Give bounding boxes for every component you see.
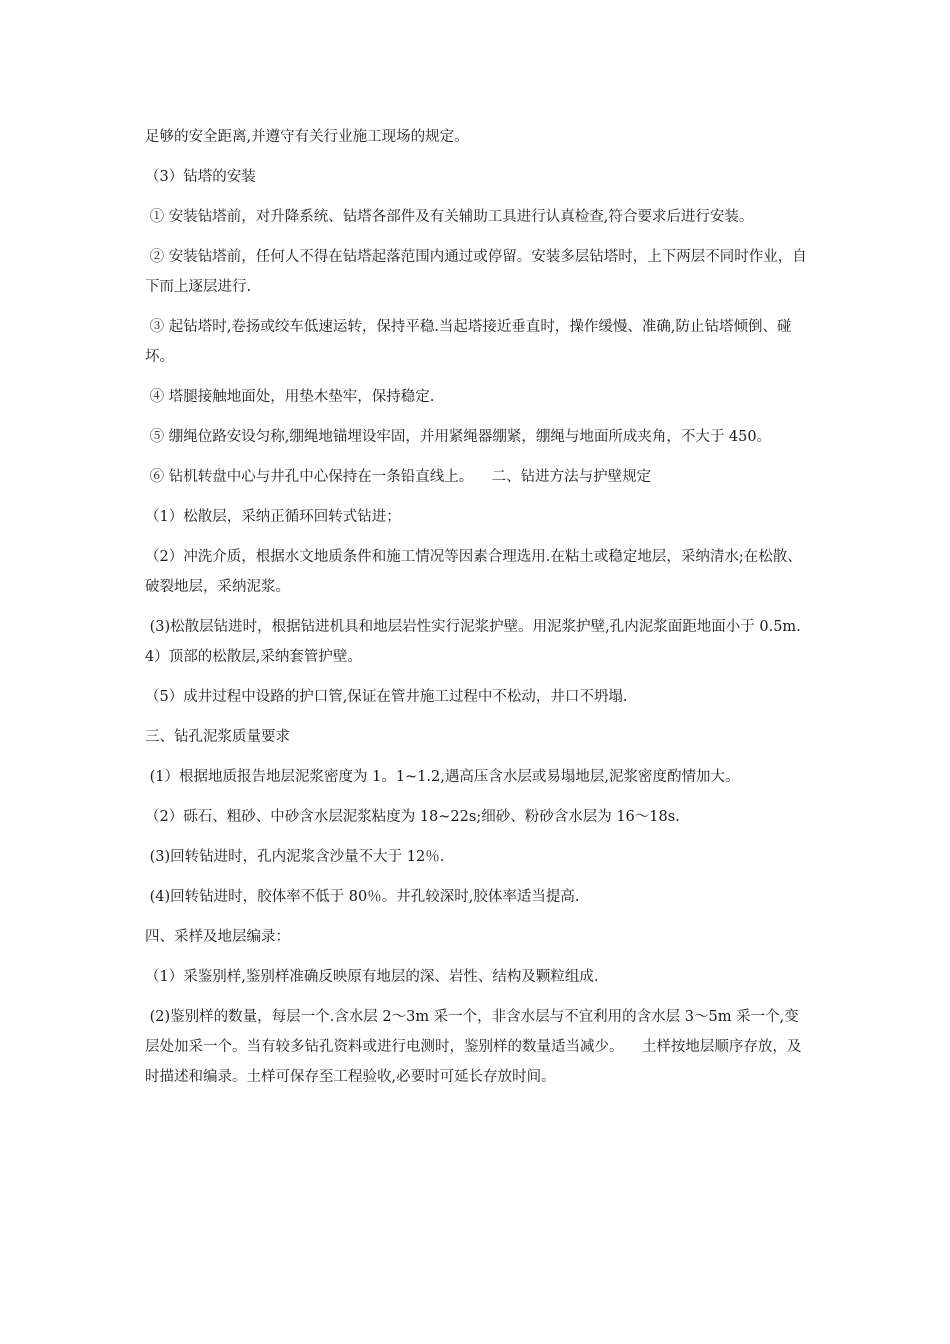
paragraph-mud-4: (4)回转钻进时，胶体率不低于 80％。井孔较深时,胶体率适当提高.: [145, 889, 580, 905]
paragraph-drilling-5: （5）成井过程中设路的护口管,保证在管井施工过程中不松动，井口不坍塌.: [145, 689, 628, 705]
paragraph-drilling-2: （2）冲洗介质，根据水文地质条件和施工情况等因素合理选用.在粘土或稳定地层，采纳清水;在松散、破裂地层，采纳泥浆。: [145, 549, 802, 595]
paragraph-item-6: ⑥ 钻机转盘中心与井孔中心保持在一条铅直线上。 二、钻进方法与护壁规定: [145, 469, 652, 485]
paragraph-mud-1: (1）根据地质报告地层泥浆密度为 1。1~1.2,遇高压含水层或易塌地层,泥浆密度酌情加大。: [145, 769, 740, 785]
document-body: [145, 122, 810, 1102]
paragraph-1: 足够的安全距离,并遵守有关行业施工现场的规定。: [145, 129, 469, 145]
paragraph-item-5: ⑤ 绷绳位路安设匀称,绷绳地锚埋设牢固，并用紧绳器绷紧，绷绳与地面所成夹角，不大于 450。: [145, 429, 772, 445]
paragraph-drilling-3: (3)松散层钻进时，根据钻进机具和地层岩性实行泥浆护壁。用泥浆护壁,孔内泥浆面距地面小于 0.5m.4）顶部的松散层,采纳套管护壁。: [145, 619, 801, 665]
paragraph-mud-3: (3)回转钻进时，孔内泥浆含沙量不大于 12％.: [145, 849, 445, 865]
paragraph-sampling-1: （1）采鉴别样,鉴别样准确反映原有地层的深、岩性、结构及颗粒组成.: [145, 969, 599, 985]
paragraph-item-4: ④ 塔腿接触地面处，用垫木垫牢，保持稳定.: [145, 389, 435, 405]
paragraph-item-3: ③ 起钻塔时,卷扬或绞车低速运转，保持平稳.当起塔接近垂直时，操作缓慢、准确,防止钻塔倾倒、碰坏。: [145, 319, 792, 365]
section-heading-derrick-install: （3）钻塔的安装: [145, 169, 256, 185]
paragraph-item-1: ① 安装钻塔前，对升降系统、钻塔各部件及有关辅助工具进行认真检查,符合要求后进行安装。: [145, 209, 754, 225]
section-heading-mud-quality: 三、钻孔泥浆质量要求: [145, 729, 290, 745]
paragraph-mud-2: （2）砾石、粗砂、中砂含水层泥浆粘度为 18~22s;细砂、粉砂含水层为 16～18s.: [145, 809, 680, 825]
section-heading-sampling: 四、采样及地层编录：: [145, 929, 290, 945]
paragraph-sampling-2: (2)鉴别样的数量，每层一个.含水层 2～3m 采一个，非含水层与不宜利用的含水层 3～5m 采一个,变层处加采一个。当有较多钻孔资料或进行电测时，鉴别样的数量适当减少。 土样按地层顺序存放，及时描述和编录。土样可保存至工程验收,必要时可延长存放时间。: [145, 1009, 802, 1085]
paragraph-drilling-1: （1）松散层，采纳正循环回转式钻进；: [145, 509, 401, 525]
paragraph-item-2: ② 安装钻塔前，任何人不得在钻塔起落范围内通过或停留。安装多层钻塔时，上下两层不同时作业，自下而上逐层进行.: [145, 249, 807, 295]
